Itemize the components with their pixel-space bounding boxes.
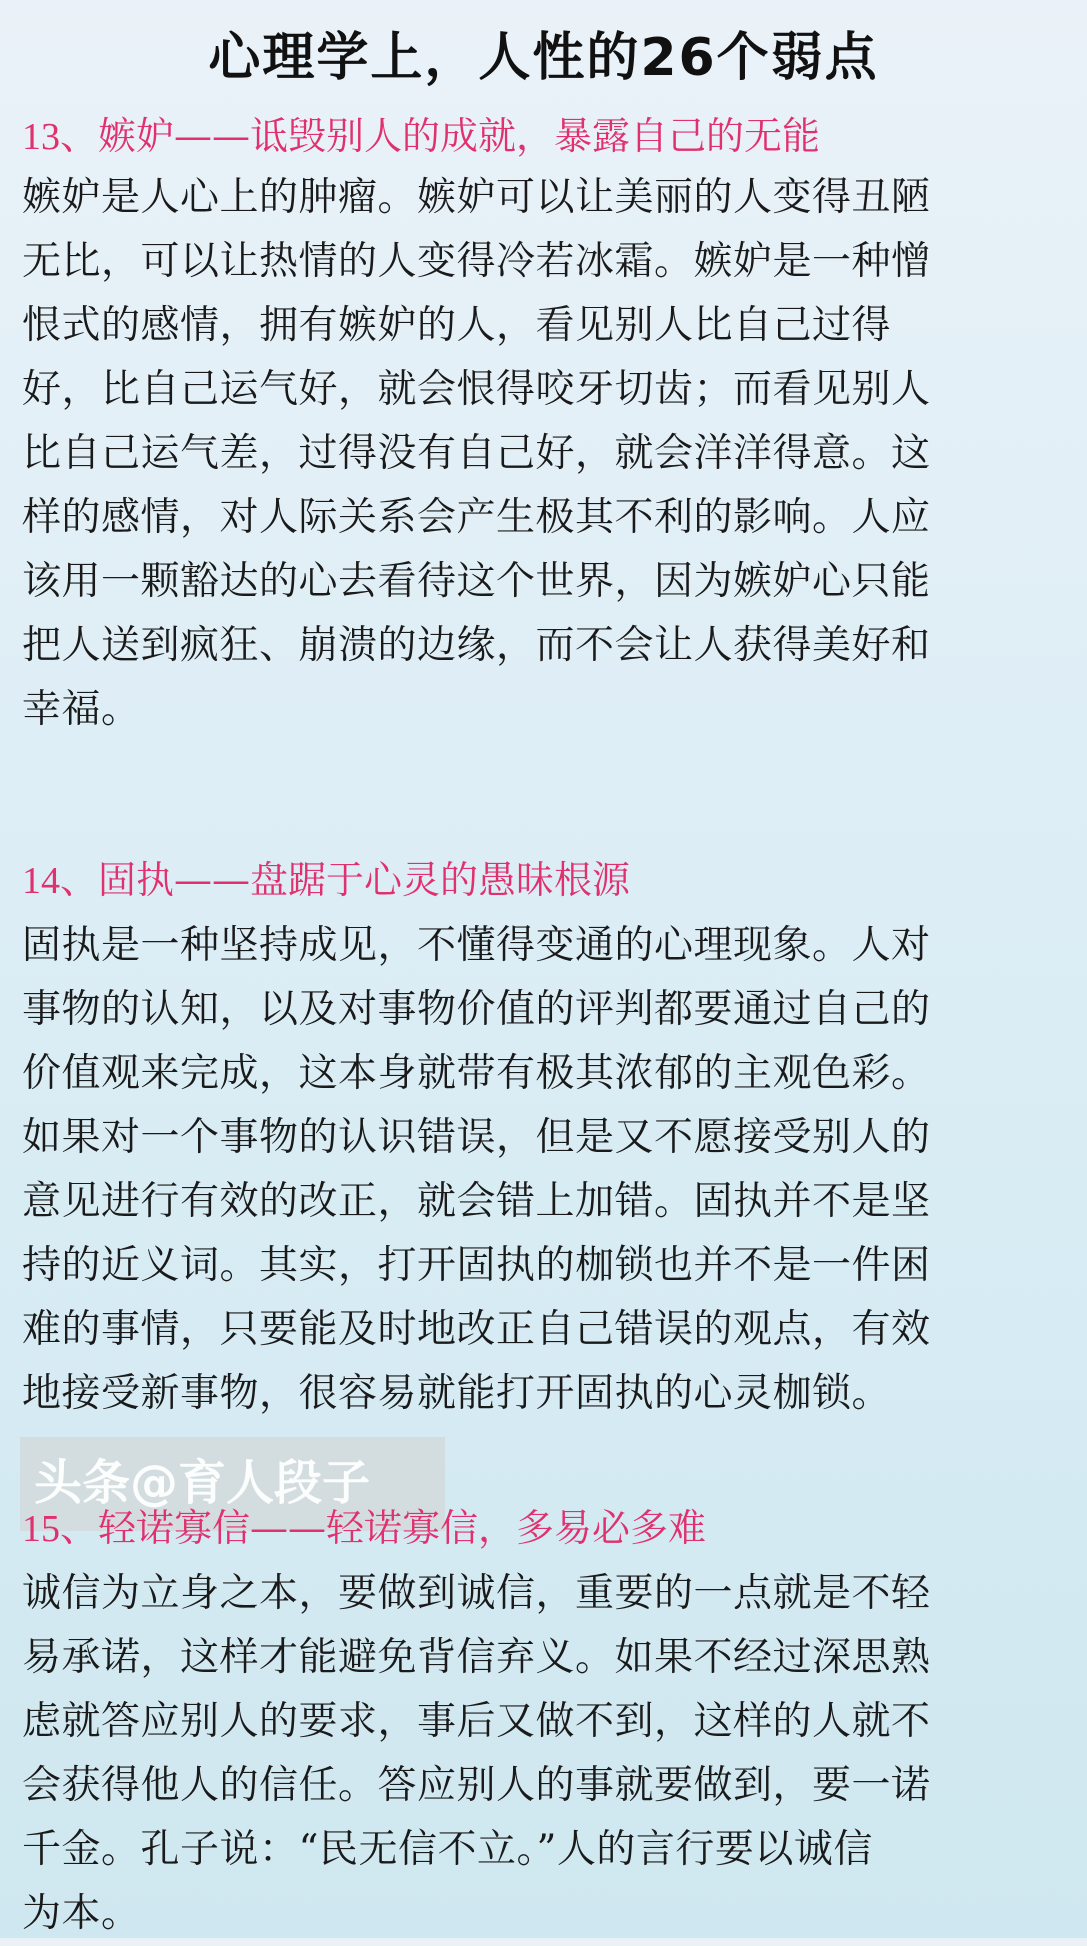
paragraph-line: 易承诺，这样才能避免背信弃义。如果不经过深思熟 [22, 1635, 931, 1680]
section-number: 15、 [22, 1508, 99, 1550]
paragraph-line: 好，比自己运气好，就会恨得咬牙切齿；而看见别人 [22, 367, 931, 412]
paragraph-line: 固执是一种坚持成见，不懂得变通的心理现象。人对 [22, 923, 931, 968]
paragraph-line: 千金。孔子说：“民无信不立。”人的言行要以诚信 [22, 1827, 873, 1872]
paragraph-line: 为本。 [22, 1891, 141, 1936]
paragraph-line: 恨式的感情，拥有嫉妒的人，看见别人比自己过得 [22, 303, 892, 348]
section-heading-text: 固执——盘踞于心灵的愚昧根源 [98, 858, 631, 902]
paragraph-line: 嫉妒是人心上的肿瘤。嫉妒可以让美丽的人变得丑陋 [22, 175, 931, 220]
paragraph-line: 持的近义词。其实，打开固执的枷锁也并不是一件困 [22, 1243, 931, 1288]
section-heading-text: 轻诺寡信——轻诺寡信，多易必多难 [98, 1506, 707, 1550]
section-heading-13 [22, 110, 820, 163]
paragraph-line: 该用一颗豁达的心去看待这个世界，因为嫉妒心只能 [22, 559, 931, 604]
paragraph-line: 幸福。 [22, 687, 141, 732]
page-title: 心理学上，人性的26个弱点 [208, 28, 879, 88]
section-heading-text: 嫉妒——诋毁别人的成就，暴露自己的无能 [98, 114, 821, 158]
paragraph-line: 会获得他人的信任。答应别人的事就要做到，要一诺 [22, 1763, 931, 1808]
watermark-text: 头条@育人段子 [34, 1455, 371, 1511]
paragraph-line: 难的事情，只要能及时地改正自己错误的观点，有效 [22, 1307, 931, 1352]
section-heading-15 [22, 1502, 706, 1555]
paragraph-line: 比自己运气差，过得没有自己好，就会洋洋得意。这 [22, 431, 931, 476]
paragraph-line: 样的感情，对人际关系会产生极其不利的影响。人应 [22, 495, 931, 540]
paragraph-line: 事物的认知，以及对事物价值的评判都要通过自己的 [22, 987, 931, 1032]
paragraph-line: 价值观来完成，这本身就带有极其浓郁的主观色彩。 [22, 1051, 931, 1096]
paragraph-line: 把人送到疯狂、崩溃的边缘，而不会让人获得美好和 [22, 623, 931, 668]
section-heading-14 [22, 854, 630, 907]
section-number: 14、 [22, 860, 99, 902]
paragraph-line: 如果对一个事物的认识错误，但是又不愿接受别人的 [22, 1115, 931, 1160]
paragraph-line: 意见进行有效的改正，就会错上加错。固执并不是坚 [22, 1179, 931, 1224]
section-paragraph-14 [22, 914, 1067, 1426]
paragraph-line: 地接受新事物，很容易就能打开固执的心灵枷锁。 [22, 1371, 892, 1416]
paragraph-line: 诚信为立身之本，要做到诚信，重要的一点就是不轻 [22, 1571, 931, 1616]
section-paragraph-15 [22, 1562, 1067, 1946]
paragraph-line: 虑就答应别人的要求，事后又做不到，这样的人就不 [22, 1699, 931, 1744]
section-paragraph-13 [22, 166, 1067, 742]
section-number: 13、 [22, 116, 99, 158]
paragraph-line: 无比，可以让热情的人变得冷若冰霜。嫉妒是一种憎 [22, 239, 931, 284]
